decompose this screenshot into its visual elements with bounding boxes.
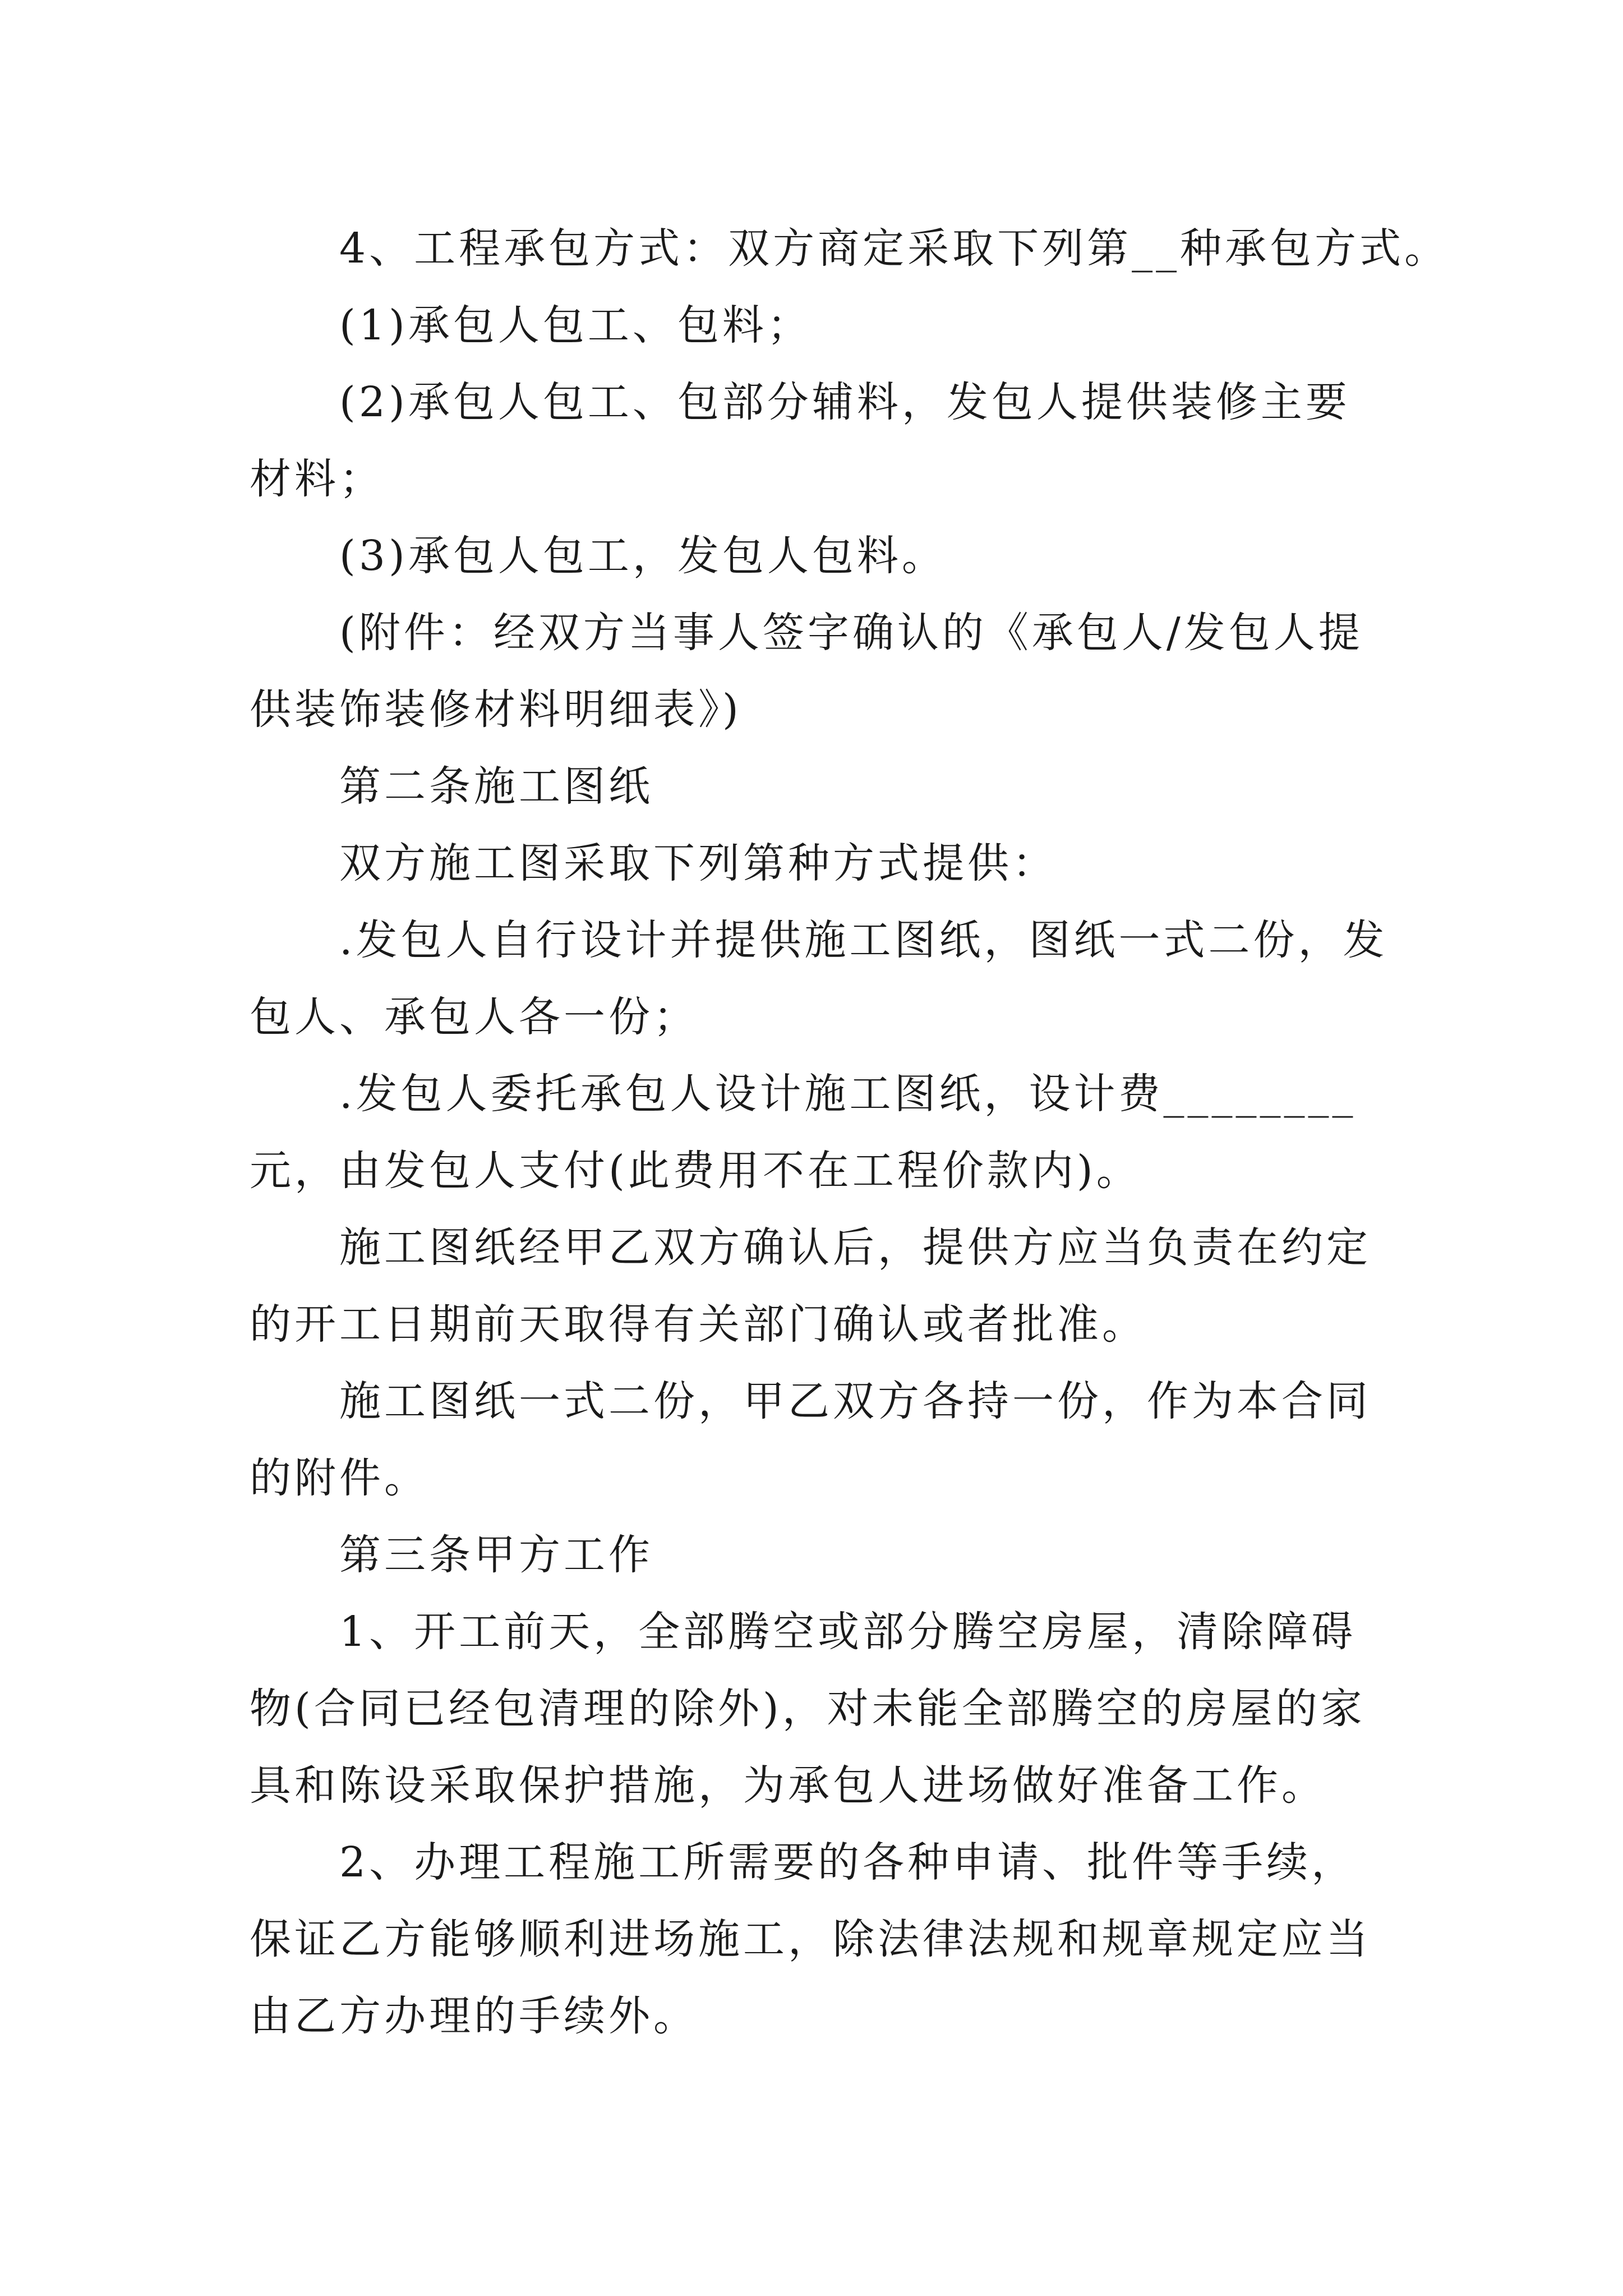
section-heading-party-a-work: 第三条甲方工作 xyxy=(339,1531,653,1579)
paragraph-drawing-confirmation: 施工图纸经甲乙双方确认后，提供方应当负责在约定的开工日期前天取得有关部门确认或者批准。 xyxy=(250,1223,1371,1349)
paragraph-drawing-copies: 施工图纸一式二份，甲乙双方各持一份，作为本合同的附件。 xyxy=(250,1377,1371,1502)
paragraph-option-3: (3)承包人包工，发包人包料。 xyxy=(339,532,947,580)
paragraph-drawing-option-a: .发包人自行设计并提供施工图纸，图纸一式二份，发包人、承包人各一份； xyxy=(250,916,1388,1041)
paragraph-contracting-method: 4、工程承包方式：双方商定采取下列第__种承包方式。 xyxy=(339,224,1450,273)
document-body xyxy=(250,210,1450,2055)
paragraph-party-a-item-1: 1、开工前天，全部腾空或部分腾空房屋，清除障碍物(合同已经包清理的除外)，对未能全部腾空的房屋的家具和陈设采取保护措施，为承包人进场做好准备工作。 xyxy=(250,1608,1366,1810)
paragraph-drawing-method: 双方施工图采取下列第种方式提供： xyxy=(339,839,1057,887)
paragraph-attachment-note: (附件：经双方当事人签字确认的《承包人/发包人提供装饰装修材料明细表》) xyxy=(250,609,1363,734)
paragraph-option-2: (2)承包人包工、包部分辅料，发包人提供装修主要材料； xyxy=(250,378,1350,503)
paragraph-drawing-option-b: .发包人委托承包人设计施工图纸，设计费________元，由发包人支付(此费用不在工程价款内)。 xyxy=(250,1070,1357,1195)
paragraph-option-1: (1)承包人包工、包料； xyxy=(339,301,812,349)
section-heading-drawings: 第二条施工图纸 xyxy=(339,762,653,811)
paragraph-party-a-item-2: 2、办理工程施工所需要的各种申请、批件等手续，保证乙方能够顺利进场施工，除法律法规和规章规定应当由乙方办理的手续外。 xyxy=(250,1838,1371,2040)
